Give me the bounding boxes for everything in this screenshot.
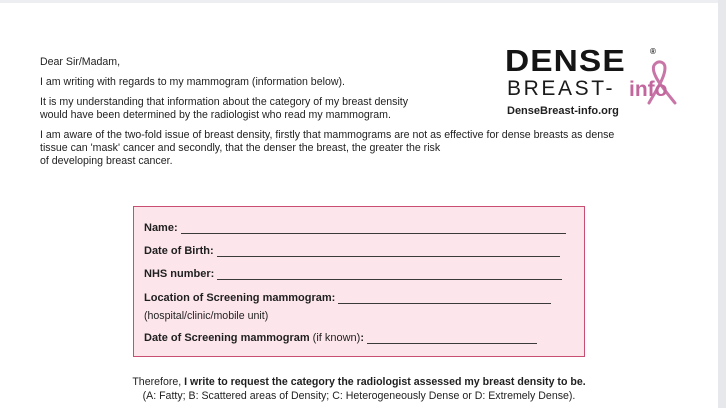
name-field[interactable] [144,222,566,234]
nhs-number-label: NHS number: [144,268,215,280]
screening-date-field[interactable] [144,332,537,344]
closing-lead: Therefore, [132,376,185,388]
screening-location-field[interactable] [144,292,551,304]
paragraph-3-line-1: I am aware of the two-fold issue of breast density, firstly that mammograms are not as effective for dense breasts as dense [40,129,615,141]
logo-breast-text: BREAST- [507,77,616,100]
dob-label: Date of Birth: [144,245,214,257]
registered-mark: ® [650,47,656,56]
logo-dense-text: DENSE [505,43,626,78]
name-label: Name: [144,222,178,234]
closing-request-bold: I write to request the category the radiologist assessed my breast density to be. [184,376,586,388]
paragraph-2 [40,96,510,122]
logo-info-text: info [629,78,668,101]
paragraph-2-line-1: It is my understanding that information about the category of my breast density [40,96,409,108]
page-edge [718,0,726,408]
paragraph-2-line-2: would have been determined by the radiologist who read my mammogram. [40,109,391,121]
dob-blank-line[interactable] [217,247,560,257]
screening-date-label: Date of Screening mammogram [144,332,310,344]
screening-location-label: Location of Screening mammogram: [144,292,336,304]
salutation: Dear Sir/Madam, [40,56,121,68]
screening-date-label-colon: : [360,332,365,344]
paragraph-3-line-3: of developing breast cancer. [40,155,173,167]
screening-date-blank-line[interactable] [367,334,537,344]
nhs-number-field[interactable] [144,268,562,280]
screening-location-note: (hospital/clinic/mobile unit) [144,310,269,322]
screening-date-label-suffix: (if known) [312,332,361,344]
densebreast-info-logo [505,45,695,125]
patient-info-form [133,206,585,357]
paragraph-3-line-2: tissue can 'mask' cancer and secondly, that the denser the breast, the greater the risk [40,142,441,154]
nhs-number-blank-line[interactable] [217,270,562,280]
density-categories: (A: Fatty; B: Scattered areas of Density; C: Heterogeneously Dense or D: Extremely Dense). [142,390,576,402]
name-blank-line[interactable] [181,224,566,234]
logo-url: DenseBreast-info.org [507,105,619,117]
paragraph-3 [40,129,705,168]
paragraph-1: I am writing with regards to my mammogram (information below). [40,76,345,88]
dob-field[interactable] [144,245,560,257]
closing-request [0,375,718,403]
screening-location-blank-line[interactable] [338,294,551,304]
